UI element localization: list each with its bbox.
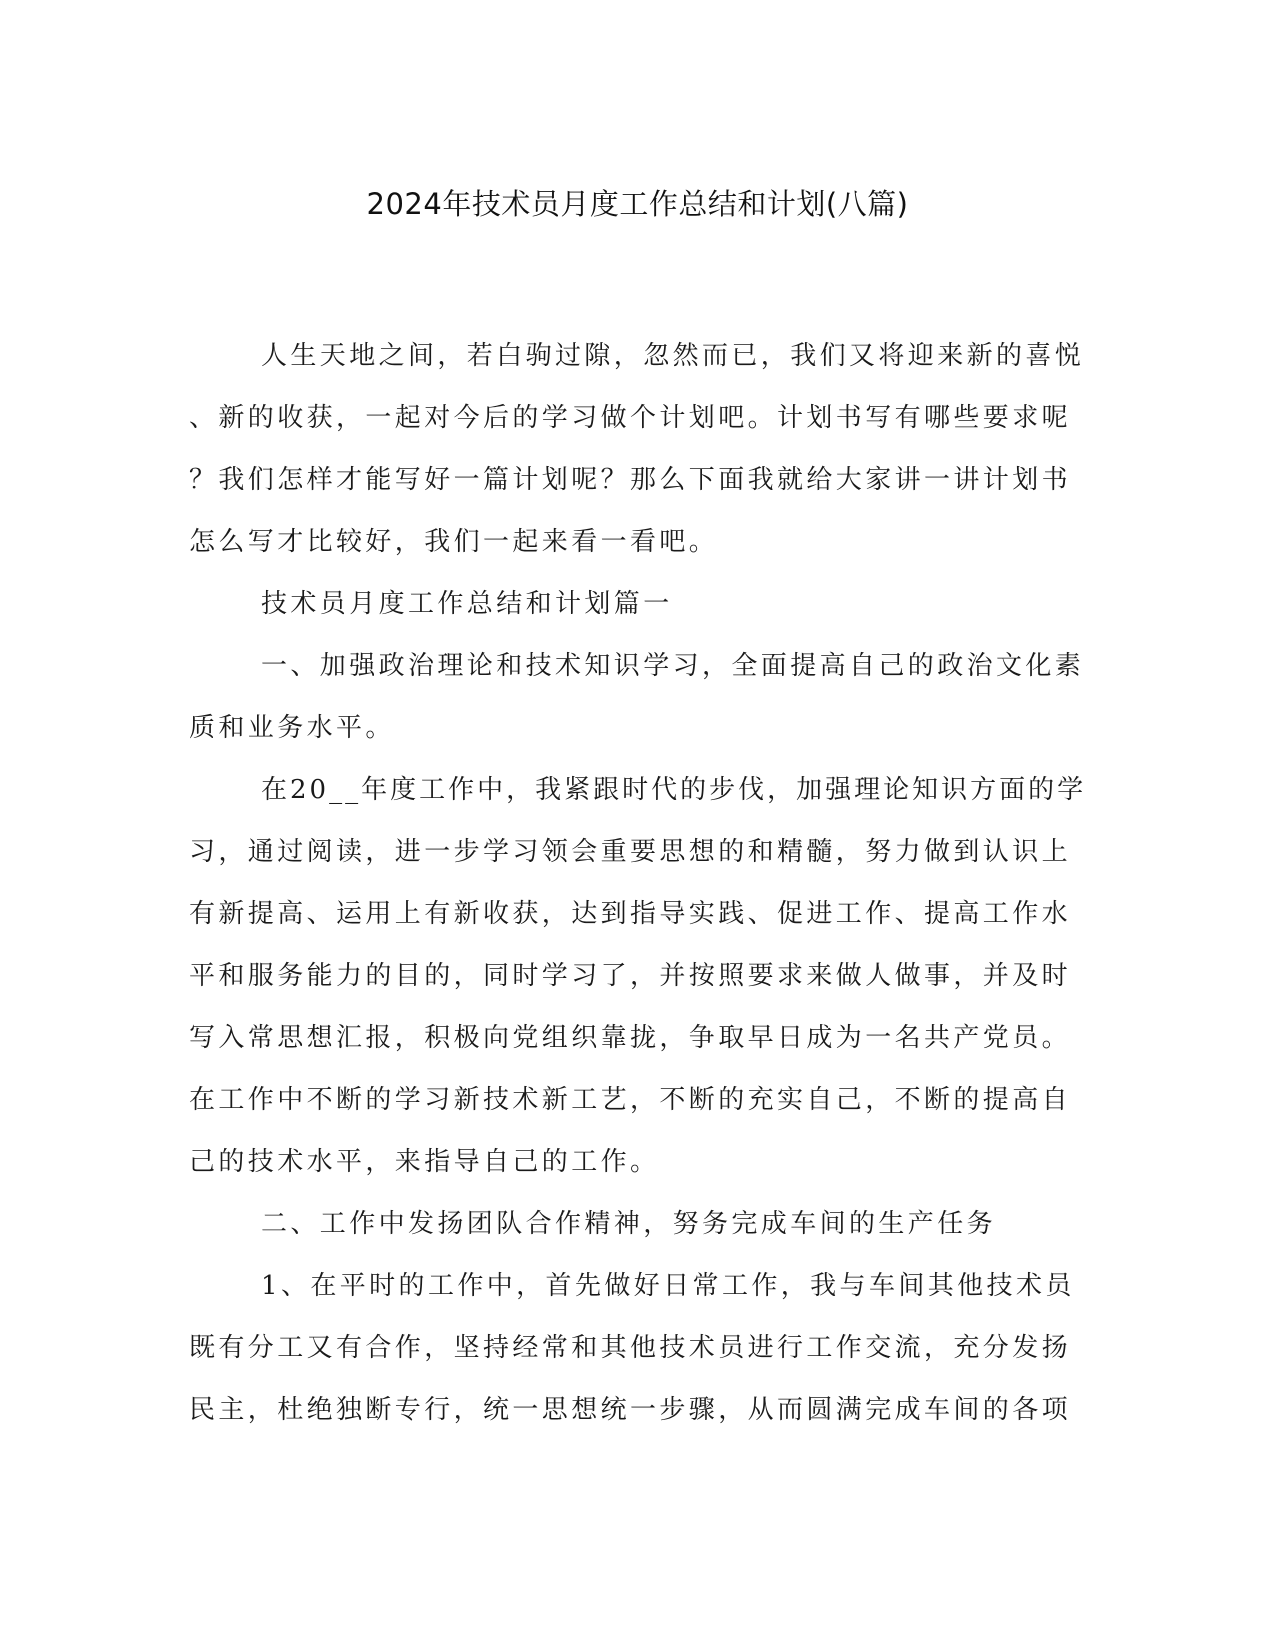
text-line: 在工作中不断的学习新技术新工艺，不断的充实自己，不断的提高自 [189,1085,1072,1115]
text-line: 人生天地之间，若白驹过隙，忽然而已，我们又将迎来新的喜悦 [261,341,1085,371]
text-line: 民主，杜绝独断专行，统一思想统一步骤，从而圆满完成车间的各项 [189,1395,1072,1425]
text-line: 一、加强政治理论和技术知识学习，全面提高自己的政治文化素 [261,651,1085,681]
text-line: 1、在平时的工作中，首先做好日常工作，我与车间其他技术员 [261,1271,1075,1301]
text-line: 在20__年度工作中，我紧跟时代的步伐，加强理论知识方面的学 [261,775,1087,805]
text-line: 既有分工又有合作，坚持经常和其他技术员进行工作交流，充分发扬 [189,1333,1072,1363]
text-line: 质和业务水平。 [189,713,395,743]
text-line: 、新的收获，一起对今后的学习做个计划吧。计划书写有哪些要求呢 [189,403,1072,433]
text-line: 写入常思想汇报，积极向党组织靠拢，争取早日成为一名共产党员。 [189,1023,1072,1053]
section-heading: 技术员月度工作总结和计划篇一 [261,589,673,619]
text-line: 二、工作中发扬团队合作精神，努务完成车间的生产任务 [261,1209,997,1239]
text-line: 有新提高、运用上有新收获，达到指导实践、促进工作、提高工作水 [189,899,1072,929]
text-line: 己的技术水平，来指导自己的工作。 [189,1147,660,1177]
text-line: ？我们怎样才能写好一篇计划呢？那么下面我就给大家讲一讲计划书 [189,465,1072,495]
document-body [189,325,1089,1441]
document-title: 2024年技术员月度工作总结和计划(八篇) [366,187,909,221]
text-line: 怎么写才比较好，我们一起来看一看吧。 [189,527,719,557]
text-line: 平和服务能力的目的，同时学习了，并按照要求来做人做事，并及时 [189,961,1072,991]
text-line: 习，通过阅读，进一步学习领会重要思想的和精髓，努力做到认识上 [189,837,1072,867]
